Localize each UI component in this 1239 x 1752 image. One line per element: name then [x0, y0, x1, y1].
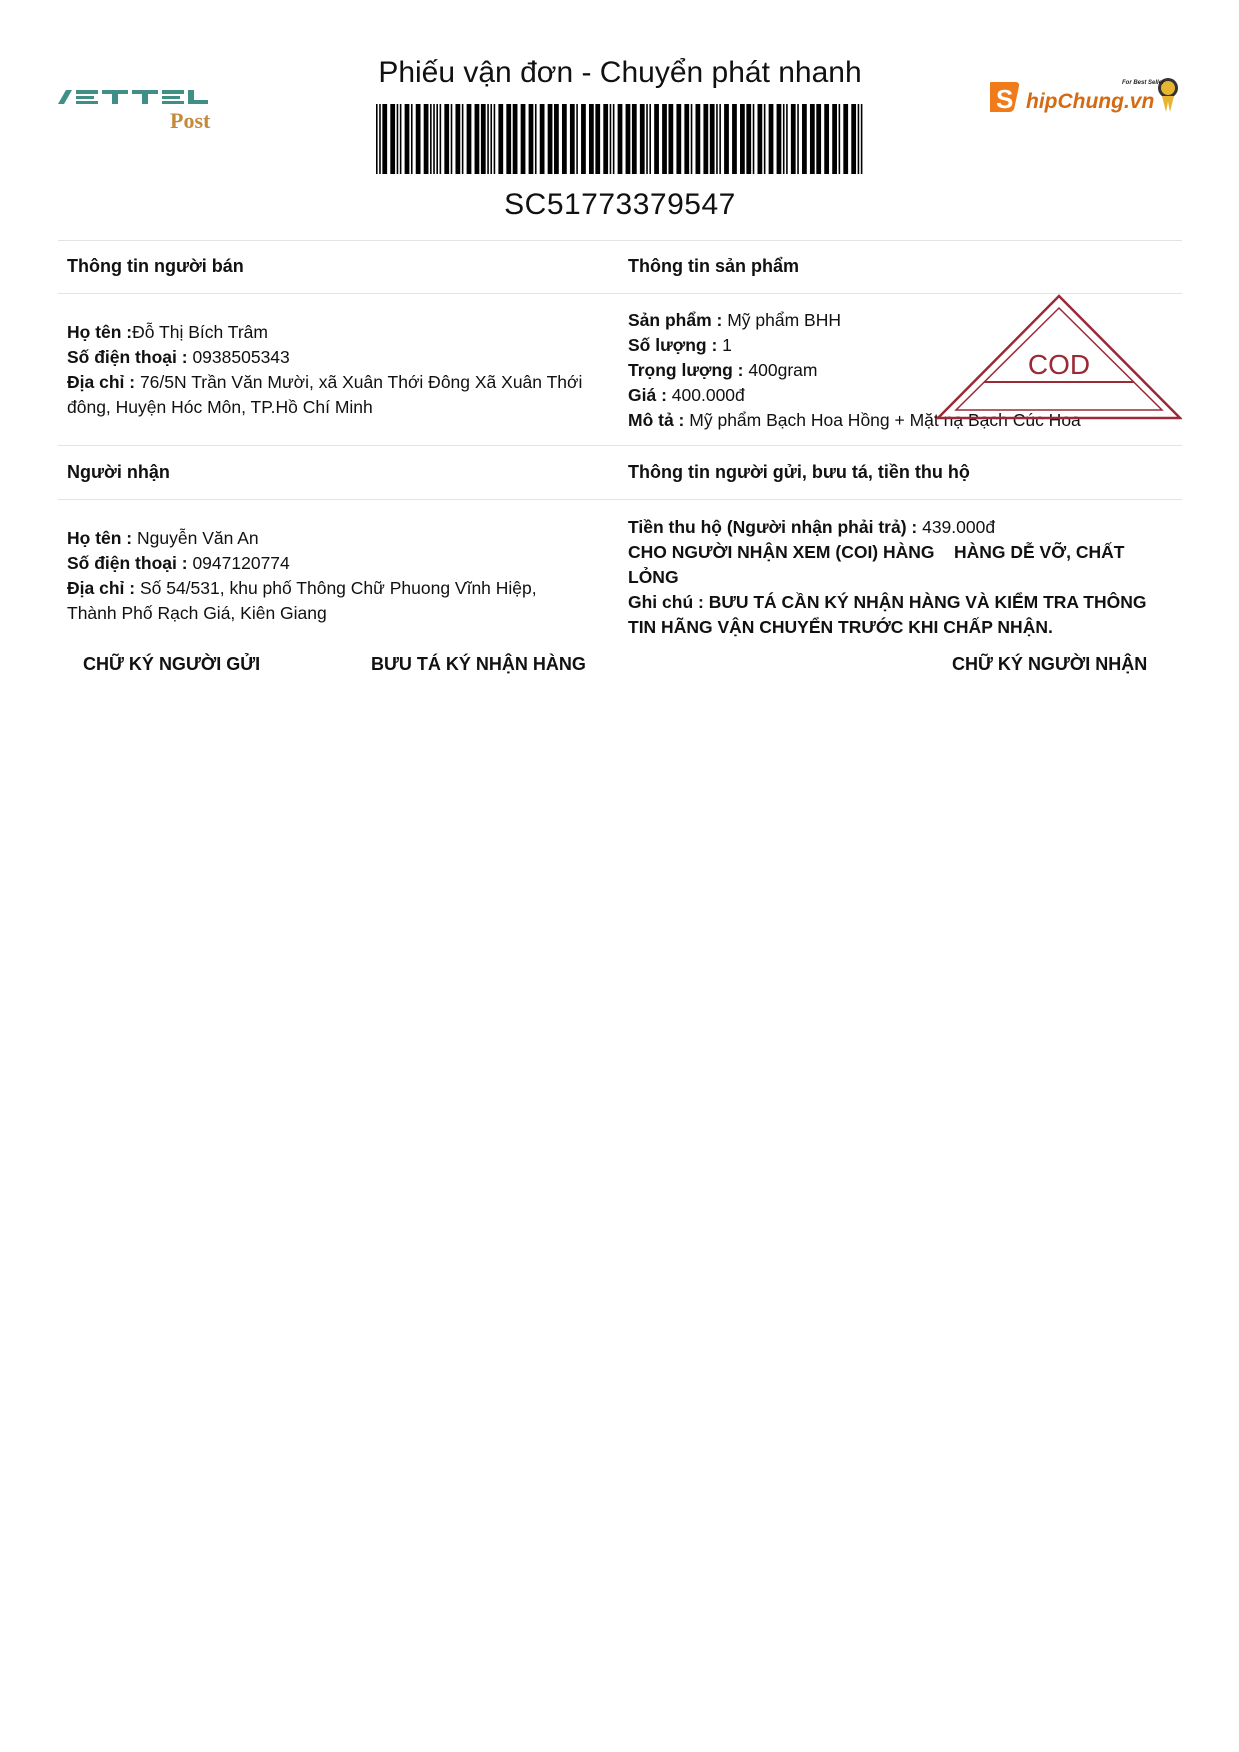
seller-phone: 0938505343	[192, 347, 290, 367]
cod-stamp-text: COD	[1027, 349, 1091, 380]
quantity-label: Số lượng :	[628, 335, 718, 355]
logo-brand: hipChung.vn	[1026, 90, 1155, 113]
seller-address-label: Địa chỉ :	[67, 372, 136, 392]
receiver-name-label: Họ tên :	[67, 528, 133, 548]
tracking-code: SC51773379547	[504, 188, 736, 221]
weight-label: Trọng lượng :	[628, 360, 744, 380]
product-label: Sản phẩm :	[628, 310, 723, 330]
logo-sub-text: Post	[170, 108, 211, 133]
postman-signature-label: BƯU TÁ KÝ NHẬN HÀNG	[371, 654, 586, 674]
handling-note: CHO NGƯỜI NHẬN XEM (COI) HÀNG HÀNG DỄ VỠ, CHẤT LỎNG	[628, 542, 1130, 587]
logo-letter: S	[996, 84, 1014, 114]
document-title: Phiếu vận đơn - Chuyển phát nhanh	[378, 56, 862, 89]
cod-amount: 439.000đ	[922, 517, 996, 537]
product-weight: 400gram	[748, 360, 818, 380]
receiver-address-label: Địa chỉ :	[67, 578, 136, 598]
receiver-heading: Người nhận	[67, 462, 170, 482]
product-name: Mỹ phẩm BHH	[727, 310, 841, 330]
cod-stamp	[936, 294, 1182, 422]
desc-label: Mô tả :	[628, 410, 685, 430]
seller-heading: Thông tin người bán	[67, 256, 244, 276]
remark-text: BƯU TÁ CẦN KÝ NHẬN HÀNG VÀ KIỂM TRA THÔNG TIN HÃNG VẬN CHUYỂN TRƯỚC KHI CHẤP NHẬN.	[628, 592, 1147, 637]
seller-info	[67, 320, 617, 420]
seller-phone-label: Số điện thoại :	[67, 347, 188, 367]
product-price: 400.000đ	[671, 385, 745, 405]
product-quantity: 1	[722, 335, 732, 355]
divider	[58, 240, 1182, 241]
price-label: Giá :	[628, 385, 667, 405]
seller-name-label: Họ tên :	[67, 322, 133, 342]
receiver-phone: 0947120774	[192, 553, 290, 573]
receiver-phone-label: Số điện thoại :	[67, 553, 188, 573]
receiver-address: Số 54/531, khu phố Thông Chữ Phuong Vĩnh Hiệp, Thành Phố Rạch Giá, Kiên Giang	[67, 578, 537, 623]
divider	[58, 499, 1182, 500]
logo-tag: For Best Seller	[1122, 80, 1165, 86]
shipping-info	[628, 515, 1168, 640]
remark-label: Ghi chú :	[628, 592, 704, 612]
receiver-name: Nguyễn Văn An	[137, 528, 259, 548]
receiver-signature-label: CHỮ KÝ NGƯỜI NHẬN	[952, 654, 1148, 674]
sender-signature-label: CHỮ KÝ NGƯỜI GỬI	[83, 654, 261, 674]
cod-amount-label: Tiền thu hộ (Người nhận phải trả) :	[628, 517, 918, 537]
shipchung-logo	[990, 72, 1190, 128]
product-heading: Thông tin sản phẩm	[628, 256, 799, 276]
shipping-heading: Thông tin người gửi, bưu tá, tiền thu hộ	[628, 462, 970, 482]
barcode	[376, 104, 864, 174]
viettel-post-logo	[58, 80, 226, 136]
divider	[58, 445, 1182, 446]
seller-name: Đỗ Thị Bích Trâm	[132, 322, 268, 342]
product-desc: Mỹ phẩm Bạch Hoa Hồng + Mặt nạ Bạch Cúc Hoa	[689, 410, 1081, 430]
seller-address: 76/5N Trần Văn Mười, xã Xuân Thới Đông Xã Xuân Thới đông, Huyện Hóc Môn, TP.Hồ Chí Minh	[67, 372, 583, 417]
receiver-info	[67, 526, 587, 626]
